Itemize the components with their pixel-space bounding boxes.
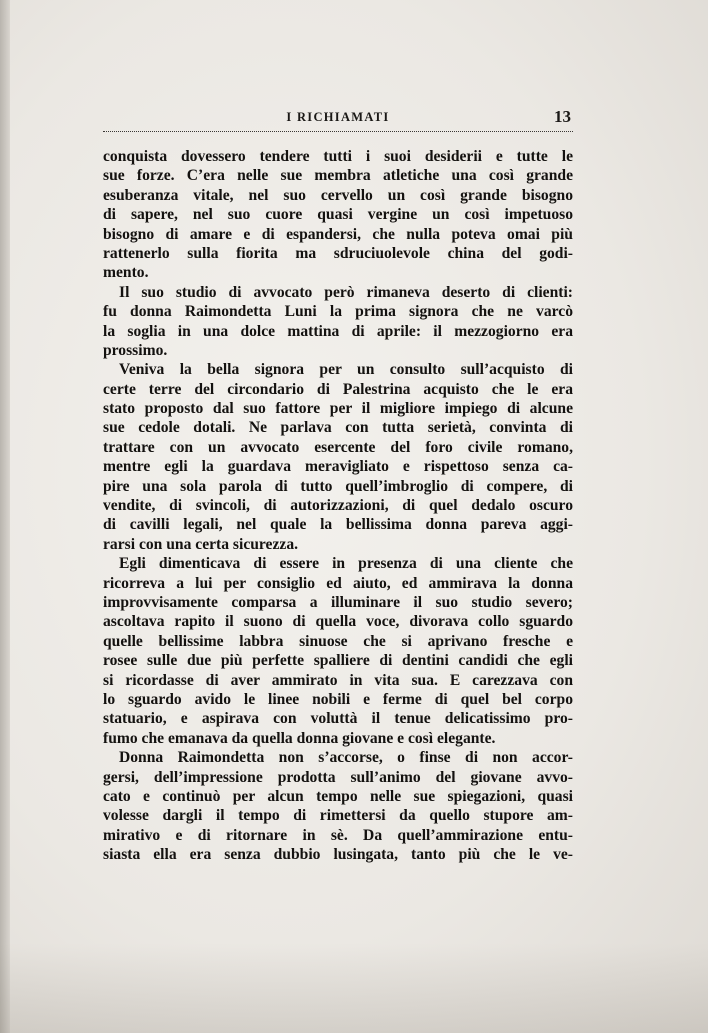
text-line: ascoltava rapito il suono di quella voce, divorava collo sguardo <box>103 613 573 631</box>
text-line: la soglia in una dolce mattina di aprile: il mezzogiorno era <box>103 322 573 340</box>
text-line: esuberanza vitale, nel suo cervello un così grande bisogno <box>103 186 573 204</box>
text-line: certe terre del circondario di Palestrina acquisto che le era <box>103 380 573 398</box>
text-line: ricorreva a lui per consiglio ed aiuto, ed ammirava la donna <box>103 574 573 592</box>
text-line: volesse dargli il tempo di rimettersi da quello stupore am- <box>103 807 573 825</box>
text-line: mentre egli la guardava meravigliato e rispettoso senza ca- <box>103 458 573 476</box>
text-line: conquista dovessero tendere tutti i suoi desiderii e tutte le <box>103 148 573 165</box>
page-bottom-shadow <box>0 943 708 1033</box>
text-line: prossimo. <box>103 341 168 359</box>
page-left-edge <box>0 0 10 1033</box>
text-line: sue forze. C’era nelle sue membra atletiche una così grande <box>103 167 573 185</box>
text-line: trattare con un avvocato esercente del foro civile romano, <box>103 438 573 456</box>
text-line: cato e continuò per alcun tempo nelle sue spiegazioni, quasi <box>103 787 573 805</box>
text-line: mento. <box>103 264 149 282</box>
text-line: Egli dimenticava di essere in presenza di una cliente che <box>119 555 573 573</box>
page-number: 13 <box>554 107 571 126</box>
text-line: statuario, e aspirava con voluttà il tenue delicatissimo pro- <box>103 710 573 728</box>
text-line: pire una sola parola di tutto quell’imbroglio di compere, di <box>103 477 573 495</box>
text-line: fu donna Raimondetta Luni la prima signora che ne varcò <box>103 303 573 321</box>
text-line: di cavilli legali, nel quale la bellissima donna pareva aggi- <box>103 516 573 534</box>
text-line: Il suo studio di avvocato però rimaneva deserto di clienti: <box>119 283 573 301</box>
text-line: lo sguardo avido le linee nobili e ferme di quel bel corpo <box>103 690 573 708</box>
running-head <box>103 107 573 129</box>
text-line: bisogno di amare e di espandersi, che nulla poteva omai più <box>103 225 573 243</box>
body-text <box>103 147 573 864</box>
text-line: stato proposto dal suo fattore per il migliore impiego di alcune <box>103 400 573 418</box>
text-line: Veniva la bella signora per un consulto sull’acquisto di <box>119 361 573 379</box>
running-head-title: I RICHIAMATI <box>286 110 390 124</box>
text-line: rosee sulle due più perfette spalliere di dentini candidi che egli <box>103 652 573 670</box>
text-line: fumo che emanava da quella donna giovane e così elegante. <box>103 729 496 747</box>
text-line: siasta ella era senza dubbio lusingata, tanto più che le ve- <box>103 846 573 864</box>
text-line: sue cedole dotali. Ne parlava con tutta serietà, convinta di <box>103 419 573 437</box>
text-line: rarsi con una certa sicurezza. <box>103 535 299 553</box>
text-line: quelle bellissime labbra sinuose che si aprivano fresche e <box>103 632 573 650</box>
text-line: vendite, di svincoli, di autorizzazioni, di quel dedalo oscuro <box>103 497 573 515</box>
text-line: improvvisamente comparsa a illuminare il suo studio severo; <box>103 593 573 611</box>
text-line: di sapere, nel suo cuore quasi vergine un così impetuoso <box>103 206 573 224</box>
header-rule <box>103 131 573 132</box>
text-line: mirativo e di ritornare in sè. Da quell’ammirazione entu- <box>103 826 573 844</box>
text-line: si ricordasse di aver ammirato in vita sua. E carezzava con <box>103 671 573 689</box>
text-line: rattenerlo sulla fiorita ma sdruciuolevole china del godi- <box>103 244 573 262</box>
text-line: gersi, dell’impressione prodotta sull’animo del giovane avvo- <box>103 768 573 786</box>
text-line: Donna Raimondetta non s’accorse, o finse di non accor- <box>119 749 573 767</box>
